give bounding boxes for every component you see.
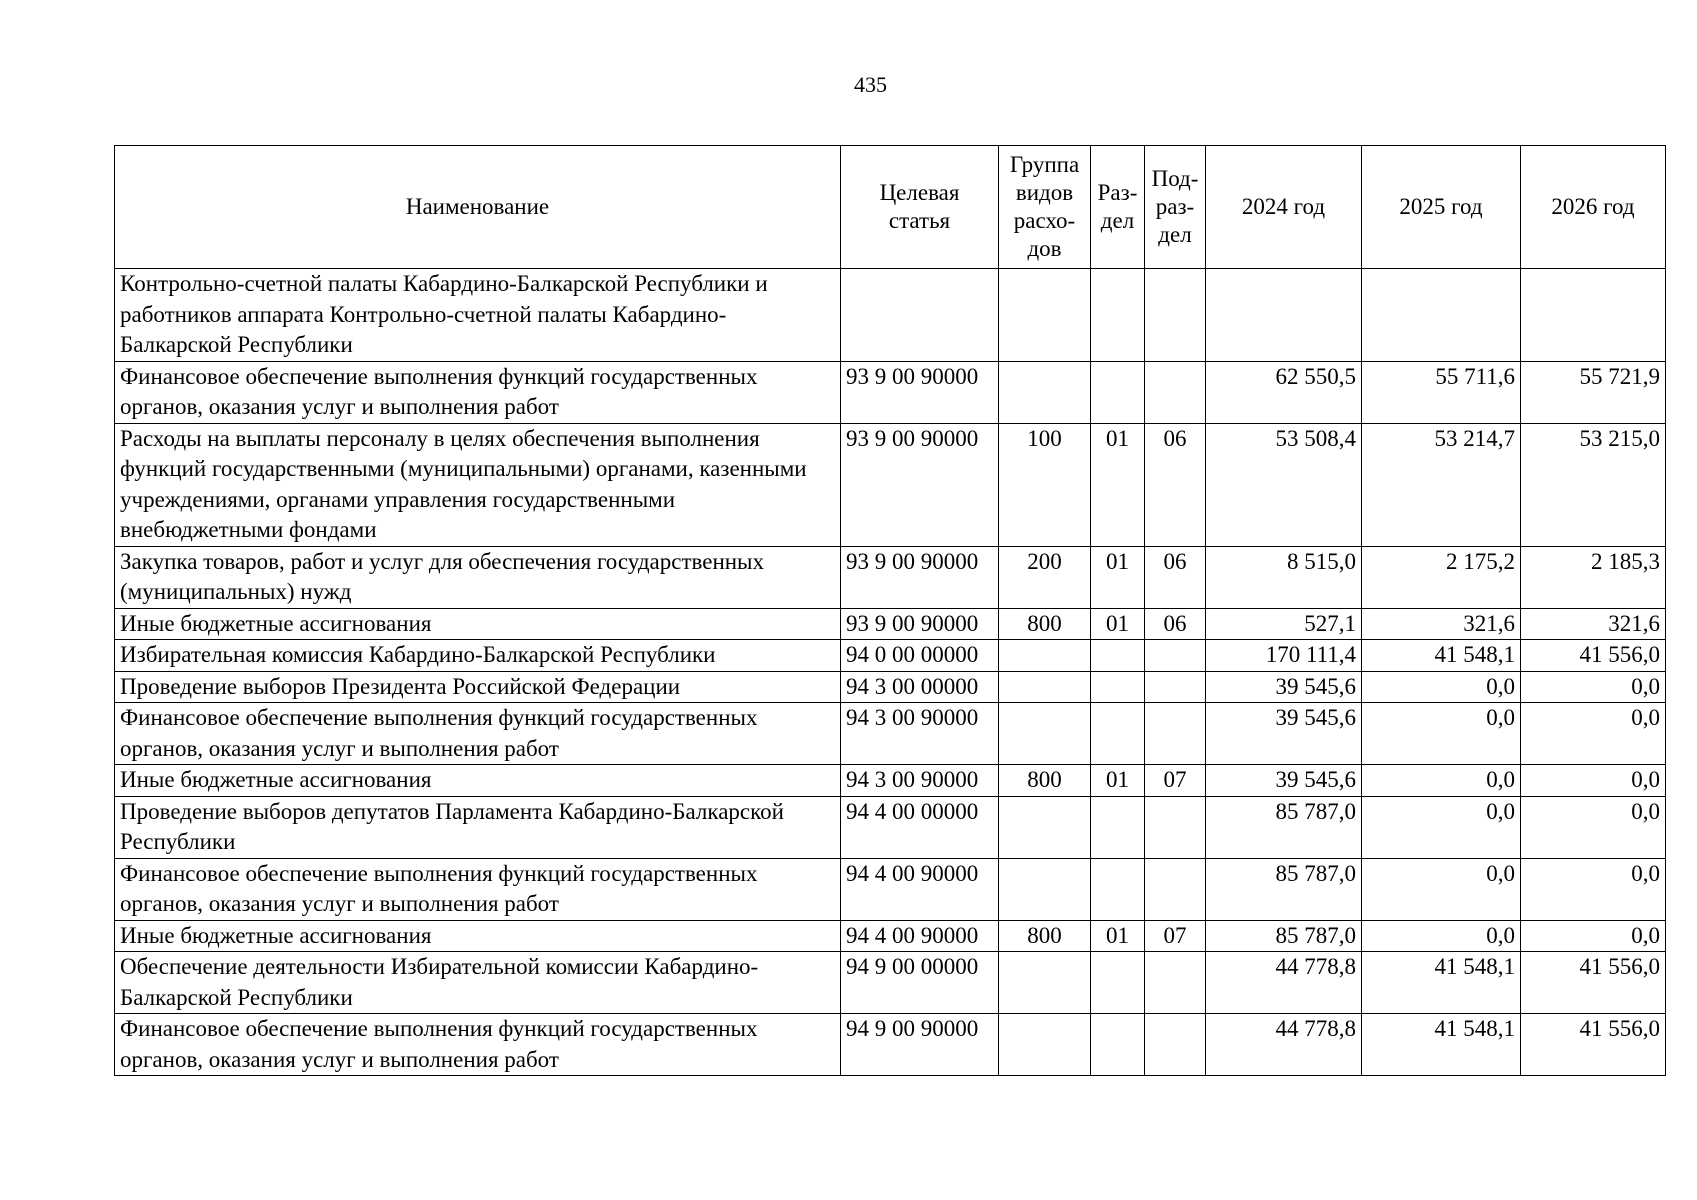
cell-subsection bbox=[1145, 671, 1206, 703]
cell-target-article: 93 9 00 90000 bbox=[841, 361, 999, 423]
cell-section bbox=[1091, 952, 1145, 1014]
cell-year-2024: 44 778,8 bbox=[1206, 1014, 1362, 1076]
cell-name: Иные бюджетные ассигнования bbox=[115, 765, 841, 797]
cell-expense-group bbox=[999, 361, 1091, 423]
cell-year-2026: 53 215,0 bbox=[1521, 423, 1666, 546]
cell-section: 01 bbox=[1091, 765, 1145, 797]
cell-year-2026: 41 556,0 bbox=[1521, 640, 1666, 672]
cell-year-2026: 0,0 bbox=[1521, 920, 1666, 952]
cell-section bbox=[1091, 1014, 1145, 1076]
table-row bbox=[115, 423, 1666, 546]
cell-section: 01 bbox=[1091, 608, 1145, 640]
cell-year-2025: 2 175,2 bbox=[1362, 546, 1521, 608]
header-year-2026: 2026 год bbox=[1521, 146, 1666, 269]
cell-subsection bbox=[1145, 952, 1206, 1014]
cell-expense-group bbox=[999, 858, 1091, 920]
table-row bbox=[115, 858, 1666, 920]
cell-name: Проведение выборов депутатов Парламента Кабардино-Балкарской Республики bbox=[115, 796, 841, 858]
cell-target-article: 94 4 00 90000 bbox=[841, 920, 999, 952]
cell-subsection: 07 bbox=[1145, 765, 1206, 797]
cell-subsection bbox=[1145, 361, 1206, 423]
cell-expense-group: 200 bbox=[999, 546, 1091, 608]
cell-year-2025: 55 711,6 bbox=[1362, 361, 1521, 423]
cell-expense-group: 800 bbox=[999, 765, 1091, 797]
header-name: Наименование bbox=[115, 146, 841, 269]
cell-subsection bbox=[1145, 858, 1206, 920]
cell-name: Финансовое обеспечение выполнения функций государственных органов, оказания услуг и выполнения работ bbox=[115, 1014, 841, 1076]
cell-subsection bbox=[1145, 796, 1206, 858]
cell-year-2025: 321,6 bbox=[1362, 608, 1521, 640]
cell-subsection: 06 bbox=[1145, 423, 1206, 546]
cell-year-2025: 0,0 bbox=[1362, 765, 1521, 797]
cell-year-2024: 39 545,6 bbox=[1206, 703, 1362, 765]
cell-section bbox=[1091, 671, 1145, 703]
table-row bbox=[115, 546, 1666, 608]
page-number: 435 bbox=[854, 72, 887, 97]
cell-target-article: 93 9 00 90000 bbox=[841, 423, 999, 546]
cell-target-article: 94 0 00 00000 bbox=[841, 640, 999, 672]
cell-name: Иные бюджетные ассигнования bbox=[115, 920, 841, 952]
cell-name: Проведение выборов Президента Российской Федерации bbox=[115, 671, 841, 703]
cell-year-2024: 527,1 bbox=[1206, 608, 1362, 640]
cell-target-article: 94 4 00 90000 bbox=[841, 858, 999, 920]
cell-name: Финансовое обеспечение выполнения функций государственных органов, оказания услуг и выполнения работ bbox=[115, 703, 841, 765]
cell-section: 01 bbox=[1091, 423, 1145, 546]
cell-expense-group bbox=[999, 1014, 1091, 1076]
header-subsection: Под-раз-дел bbox=[1145, 146, 1206, 269]
cell-target-article: 94 3 00 00000 bbox=[841, 671, 999, 703]
cell-target-article: 94 3 00 90000 bbox=[841, 765, 999, 797]
table-row bbox=[115, 1014, 1666, 1076]
cell-section: 01 bbox=[1091, 920, 1145, 952]
cell-year-2024 bbox=[1206, 269, 1362, 362]
cell-section: 01 bbox=[1091, 546, 1145, 608]
cell-year-2025 bbox=[1362, 269, 1521, 362]
cell-year-2024: 53 508,4 bbox=[1206, 423, 1362, 546]
cell-year-2026: 0,0 bbox=[1521, 796, 1666, 858]
table-row bbox=[115, 796, 1666, 858]
cell-name: Обеспечение деятельности Избирательной комиссии Кабардино-Балкарской Республики bbox=[115, 952, 841, 1014]
cell-target-article: 93 9 00 90000 bbox=[841, 546, 999, 608]
cell-expense-group bbox=[999, 952, 1091, 1014]
cell-expense-group bbox=[999, 671, 1091, 703]
cell-subsection bbox=[1145, 703, 1206, 765]
cell-year-2026: 41 556,0 bbox=[1521, 1014, 1666, 1076]
cell-name: Избирательная комиссия Кабардино-Балкарской Республики bbox=[115, 640, 841, 672]
cell-year-2026 bbox=[1521, 269, 1666, 362]
cell-expense-group: 100 bbox=[999, 423, 1091, 546]
table-row bbox=[115, 608, 1666, 640]
cell-expense-group bbox=[999, 640, 1091, 672]
cell-section bbox=[1091, 703, 1145, 765]
cell-target-article: 94 9 00 90000 bbox=[841, 1014, 999, 1076]
cell-subsection bbox=[1145, 1014, 1206, 1076]
cell-year-2024: 62 550,5 bbox=[1206, 361, 1362, 423]
cell-year-2024: 85 787,0 bbox=[1206, 920, 1362, 952]
cell-target-article bbox=[841, 269, 999, 362]
header-year-2024: 2024 год bbox=[1206, 146, 1362, 269]
cell-subsection: 07 bbox=[1145, 920, 1206, 952]
table-row bbox=[115, 765, 1666, 797]
cell-subsection: 06 bbox=[1145, 546, 1206, 608]
table-row bbox=[115, 640, 1666, 672]
cell-year-2026: 321,6 bbox=[1521, 608, 1666, 640]
cell-name: Контрольно-счетной палаты Кабардино-Балкарской Республики и работников аппарата Контрольно-счетной палаты Кабардино-Балкарской Республики bbox=[115, 269, 841, 362]
table-header bbox=[115, 146, 1666, 269]
cell-name: Финансовое обеспечение выполнения функций государственных органов, оказания услуг и выполнения работ bbox=[115, 858, 841, 920]
table-row bbox=[115, 920, 1666, 952]
cell-year-2024: 44 778,8 bbox=[1206, 952, 1362, 1014]
cell-year-2025: 0,0 bbox=[1362, 703, 1521, 765]
cell-section bbox=[1091, 361, 1145, 423]
cell-subsection bbox=[1145, 640, 1206, 672]
header-section: Раз-дел bbox=[1091, 146, 1145, 269]
cell-name: Закупка товаров, работ и услуг для обеспечения государственных (муниципальных) нужд bbox=[115, 546, 841, 608]
cell-year-2026: 0,0 bbox=[1521, 765, 1666, 797]
cell-year-2025: 53 214,7 bbox=[1362, 423, 1521, 546]
cell-year-2025: 41 548,1 bbox=[1362, 640, 1521, 672]
cell-subsection bbox=[1145, 269, 1206, 362]
cell-year-2026: 0,0 bbox=[1521, 703, 1666, 765]
table-row bbox=[115, 269, 1666, 362]
cell-year-2026: 0,0 bbox=[1521, 671, 1666, 703]
header-row bbox=[115, 146, 1666, 269]
table-row bbox=[115, 361, 1666, 423]
table-row bbox=[115, 703, 1666, 765]
cell-year-2026: 2 185,3 bbox=[1521, 546, 1666, 608]
table-row bbox=[115, 952, 1666, 1014]
cell-year-2025: 0,0 bbox=[1362, 920, 1521, 952]
cell-year-2025: 0,0 bbox=[1362, 796, 1521, 858]
header-year-2025: 2025 год bbox=[1362, 146, 1521, 269]
cell-expense-group: 800 bbox=[999, 608, 1091, 640]
cell-year-2026: 55 721,9 bbox=[1521, 361, 1666, 423]
cell-year-2024: 85 787,0 bbox=[1206, 796, 1362, 858]
cell-target-article: 94 9 00 00000 bbox=[841, 952, 999, 1014]
cell-expense-group bbox=[999, 703, 1091, 765]
cell-section bbox=[1091, 269, 1145, 362]
budget-table bbox=[114, 145, 1666, 1076]
cell-name: Финансовое обеспечение выполнения функций государственных органов, оказания услуг и выполнения работ bbox=[115, 361, 841, 423]
header-expense-group: Группа видов расхо-дов bbox=[999, 146, 1091, 269]
cell-year-2025: 0,0 bbox=[1362, 858, 1521, 920]
cell-target-article: 94 4 00 00000 bbox=[841, 796, 999, 858]
cell-expense-group: 800 bbox=[999, 920, 1091, 952]
cell-year-2025: 41 548,1 bbox=[1362, 952, 1521, 1014]
cell-section bbox=[1091, 640, 1145, 672]
cell-year-2024: 85 787,0 bbox=[1206, 858, 1362, 920]
cell-year-2025: 41 548,1 bbox=[1362, 1014, 1521, 1076]
cell-year-2024: 8 515,0 bbox=[1206, 546, 1362, 608]
cell-name: Расходы на выплаты персоналу в целях обеспечения выполнения функций государственными (муниципальными) органами, казенными учреждениями, органами управления государственными внебюджетными фондами bbox=[115, 423, 841, 546]
cell-target-article: 93 9 00 90000 bbox=[841, 608, 999, 640]
cell-section bbox=[1091, 796, 1145, 858]
cell-name: Иные бюджетные ассигнования bbox=[115, 608, 841, 640]
cell-section bbox=[1091, 858, 1145, 920]
cell-year-2024: 170 111,4 bbox=[1206, 640, 1362, 672]
table-body bbox=[115, 269, 1666, 1076]
cell-year-2026: 41 556,0 bbox=[1521, 952, 1666, 1014]
header-target-article: Целевая статья bbox=[841, 146, 999, 269]
cell-expense-group bbox=[999, 269, 1091, 362]
cell-year-2024: 39 545,6 bbox=[1206, 765, 1362, 797]
table-row bbox=[115, 671, 1666, 703]
cell-year-2025: 0,0 bbox=[1362, 671, 1521, 703]
cell-year-2024: 39 545,6 bbox=[1206, 671, 1362, 703]
cell-expense-group bbox=[999, 796, 1091, 858]
cell-subsection: 06 bbox=[1145, 608, 1206, 640]
cell-target-article: 94 3 00 90000 bbox=[841, 703, 999, 765]
cell-year-2026: 0,0 bbox=[1521, 858, 1666, 920]
